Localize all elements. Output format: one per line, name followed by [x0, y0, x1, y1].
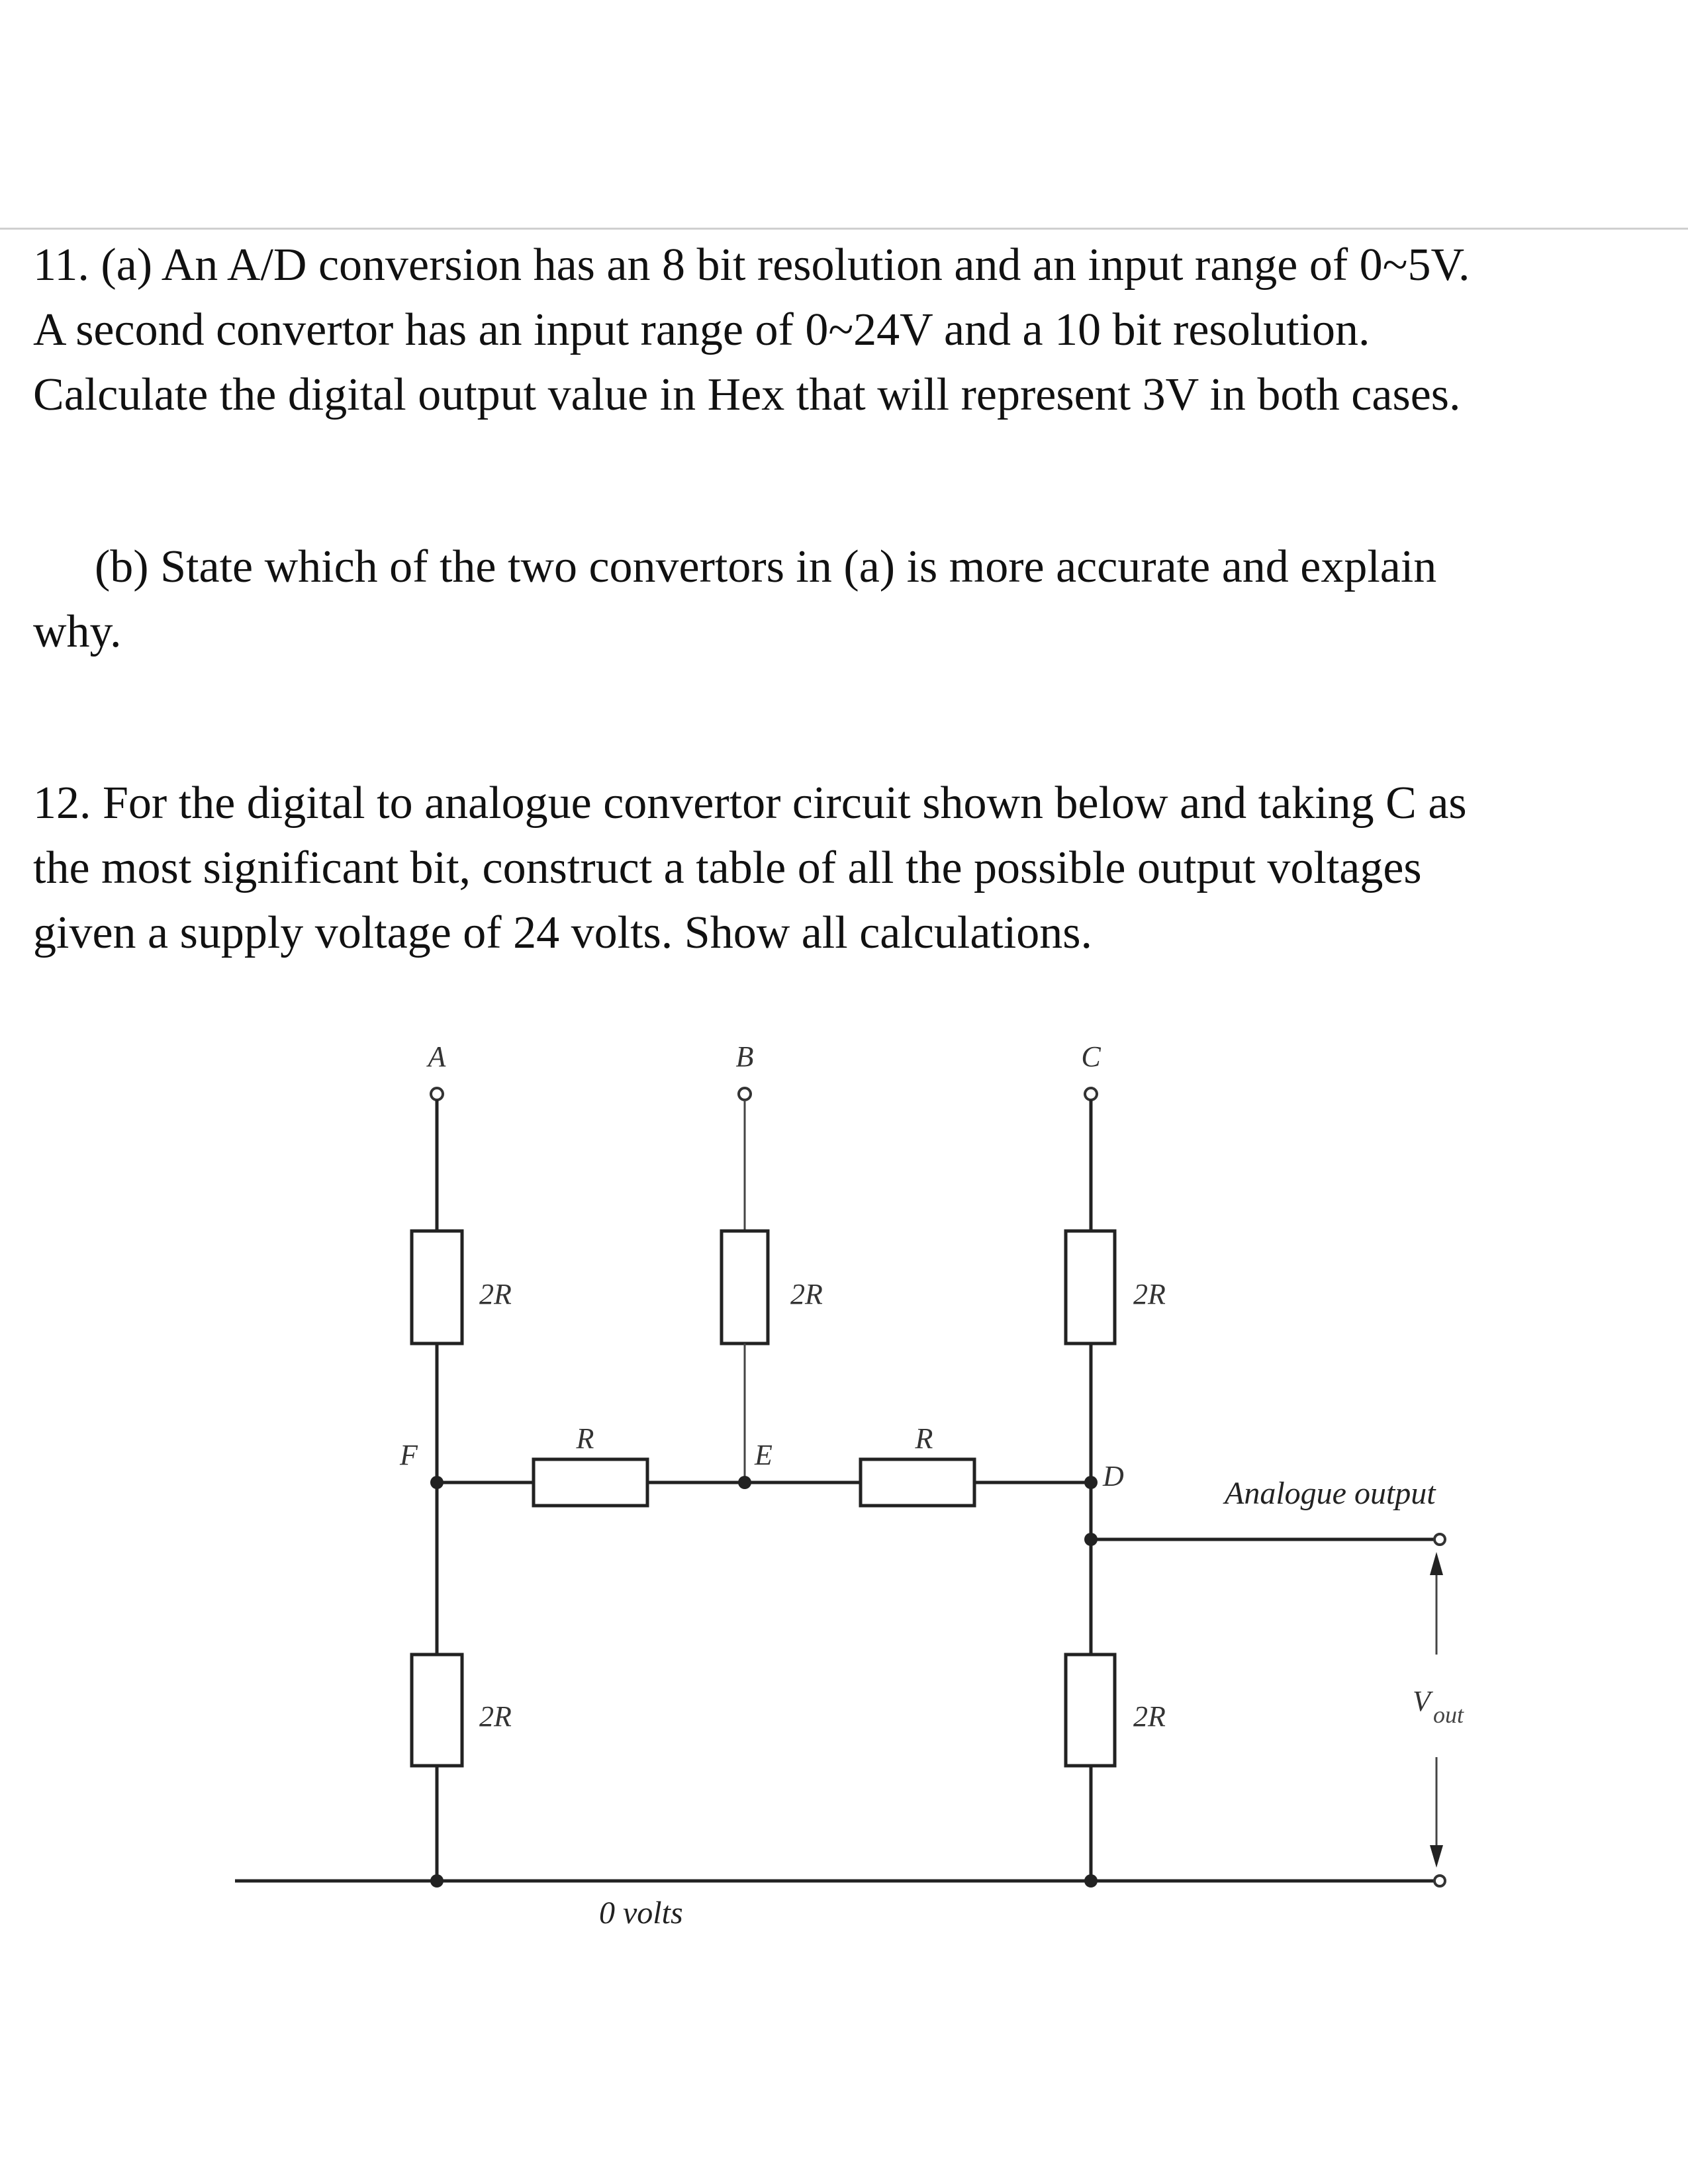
resistor-upper-b [722, 1231, 768, 1343]
vout-arrow-up-icon [1430, 1552, 1443, 1575]
terminal-b [739, 1088, 751, 1100]
dac-circuit-diagram [0, 993, 1688, 1985]
q12-line-1: 12. For the digital to analogue convertor circuit shown below and taking C as [33, 778, 1467, 829]
q11a-line-2: A second convertor has an input range of 0~24V and a 10 bit resolution. [33, 304, 1370, 355]
q12-line-3: given a supply voltage of 24 volts. Show all calculations. [33, 907, 1093, 958]
resistor-series-fe [534, 1459, 647, 1506]
input-label-c: C [1081, 1040, 1101, 1073]
question-11b [33, 535, 1662, 664]
resistor-lower-f-label: 2R [479, 1700, 512, 1733]
q12-line-2: the most significant bit, construct a table of all the possible output voltages [33, 842, 1422, 893]
node-label-e: E [755, 1439, 773, 1471]
input-label-a: A [428, 1040, 446, 1073]
terminal-a [431, 1088, 443, 1100]
q11b-line-2: why. [33, 606, 122, 657]
node-e-dot [738, 1476, 751, 1489]
q11a-line-3: Calculate the digital output value in Hex that will represent 3V in both cases. [33, 369, 1461, 420]
question-11a [33, 233, 1662, 428]
q11a-line-1: 11. (a) An A/D conversion has an 8 bit resolution and an input range of 0~5V. [33, 240, 1470, 291]
ground-node-left [430, 1874, 444, 1888]
question-12 [33, 771, 1662, 966]
resistor-series-fe-label: R [576, 1422, 594, 1455]
ground-node-right [1084, 1874, 1098, 1888]
resistor-upper-a [412, 1231, 462, 1343]
resistor-upper-c [1066, 1231, 1115, 1343]
resistor-lower-d [1066, 1655, 1115, 1766]
resistor-series-ed [861, 1459, 974, 1506]
output-terminal-bottom [1434, 1876, 1445, 1886]
vout-subscript: out [1433, 1702, 1464, 1728]
terminal-c [1085, 1088, 1097, 1100]
resistor-lower-d-label: 2R [1133, 1700, 1166, 1733]
resistor-upper-c-label: 2R [1133, 1278, 1166, 1310]
vout-arrow-down-icon [1430, 1845, 1443, 1868]
circuit-svg [0, 993, 1688, 1985]
top-rule [0, 228, 1688, 230]
q11b-line-1: (b) State which of the two convertors in (a) is more accurate and explain [95, 541, 1437, 592]
vout-label: V [1413, 1685, 1430, 1717]
resistor-upper-a-label: 2R [479, 1278, 512, 1310]
resistor-upper-b-label: 2R [790, 1278, 823, 1310]
resistor-series-ed-label: R [915, 1422, 933, 1455]
analogue-output-label: Analogue output [1225, 1476, 1436, 1511]
ground-label: 0 volts [599, 1895, 683, 1931]
output-terminal-top [1434, 1534, 1445, 1545]
node-label-d: D [1103, 1460, 1124, 1492]
input-label-b: B [735, 1040, 754, 1073]
node-label-f: F [400, 1439, 418, 1471]
resistor-lower-f [412, 1655, 462, 1766]
